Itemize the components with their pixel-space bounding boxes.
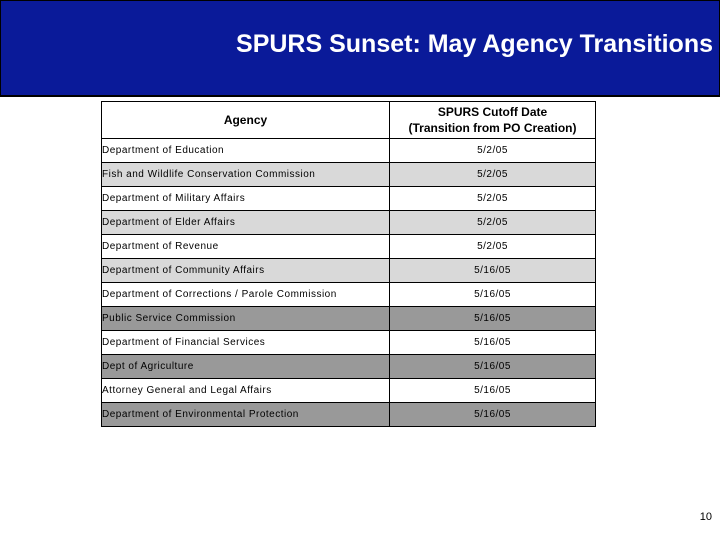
column-header-cutoff-date bbox=[390, 102, 596, 139]
table-row bbox=[102, 379, 596, 403]
agency-cell: Department of Revenue bbox=[102, 235, 390, 259]
cutoff-date-header-line1: SPURS Cutoff Date bbox=[437, 105, 548, 119]
cutoff-date-cell: 5/2/05 bbox=[390, 187, 596, 211]
cutoff-date-cell: 5/16/05 bbox=[390, 379, 596, 403]
table-row bbox=[102, 283, 596, 307]
agency-cell: Department of Financial Services bbox=[102, 331, 390, 355]
agency-cell: Department of Military Affairs bbox=[102, 187, 390, 211]
table-row bbox=[102, 235, 596, 259]
agency-cell: Department of Education bbox=[102, 139, 390, 163]
cutoff-date-cell: 5/2/05 bbox=[390, 235, 596, 259]
column-header-agency: Agency bbox=[102, 102, 390, 139]
table-header-row bbox=[102, 102, 596, 139]
table-row bbox=[102, 187, 596, 211]
table-row bbox=[102, 163, 596, 187]
table-row bbox=[102, 211, 596, 235]
agency-cell: Department of Corrections / Parole Commission bbox=[102, 283, 390, 307]
agency-cell: Dept of Agriculture bbox=[102, 355, 390, 379]
cutoff-date-cell: 5/16/05 bbox=[390, 403, 596, 427]
cutoff-date-header-line2: (Transition from PO Creation) bbox=[408, 121, 577, 135]
table-row bbox=[102, 259, 596, 283]
cutoff-date-cell: 5/16/05 bbox=[390, 283, 596, 307]
table-row bbox=[102, 403, 596, 427]
agency-cell: Fish and Wildlife Conservation Commission bbox=[102, 163, 390, 187]
agency-cell: Department of Community Affairs bbox=[102, 259, 390, 283]
cutoff-date-cell: 5/2/05 bbox=[390, 211, 596, 235]
cutoff-date-cell: 5/2/05 bbox=[390, 163, 596, 187]
agency-cell: Department of Elder Affairs bbox=[102, 211, 390, 235]
table-row bbox=[102, 355, 596, 379]
cutoff-date-cell: 5/16/05 bbox=[390, 259, 596, 283]
cutoff-date-cell: 5/2/05 bbox=[390, 139, 596, 163]
agency-cell: Attorney General and Legal Affairs bbox=[102, 379, 390, 403]
agency-cell: Public Service Commission bbox=[102, 307, 390, 331]
table-row bbox=[102, 331, 596, 355]
page-number: 10 bbox=[699, 511, 712, 523]
agency-cell: Department of Environmental Protection bbox=[102, 403, 390, 427]
title-bar bbox=[0, 0, 720, 97]
table-row bbox=[102, 139, 596, 163]
cutoff-date-cell: 5/16/05 bbox=[390, 355, 596, 379]
agency-transition-table bbox=[101, 101, 596, 427]
table-row bbox=[102, 307, 596, 331]
page-title: SPURS Sunset: May Agency Transitions bbox=[236, 30, 713, 58]
cutoff-date-cell: 5/16/05 bbox=[390, 307, 596, 331]
cutoff-date-cell: 5/16/05 bbox=[390, 331, 596, 355]
